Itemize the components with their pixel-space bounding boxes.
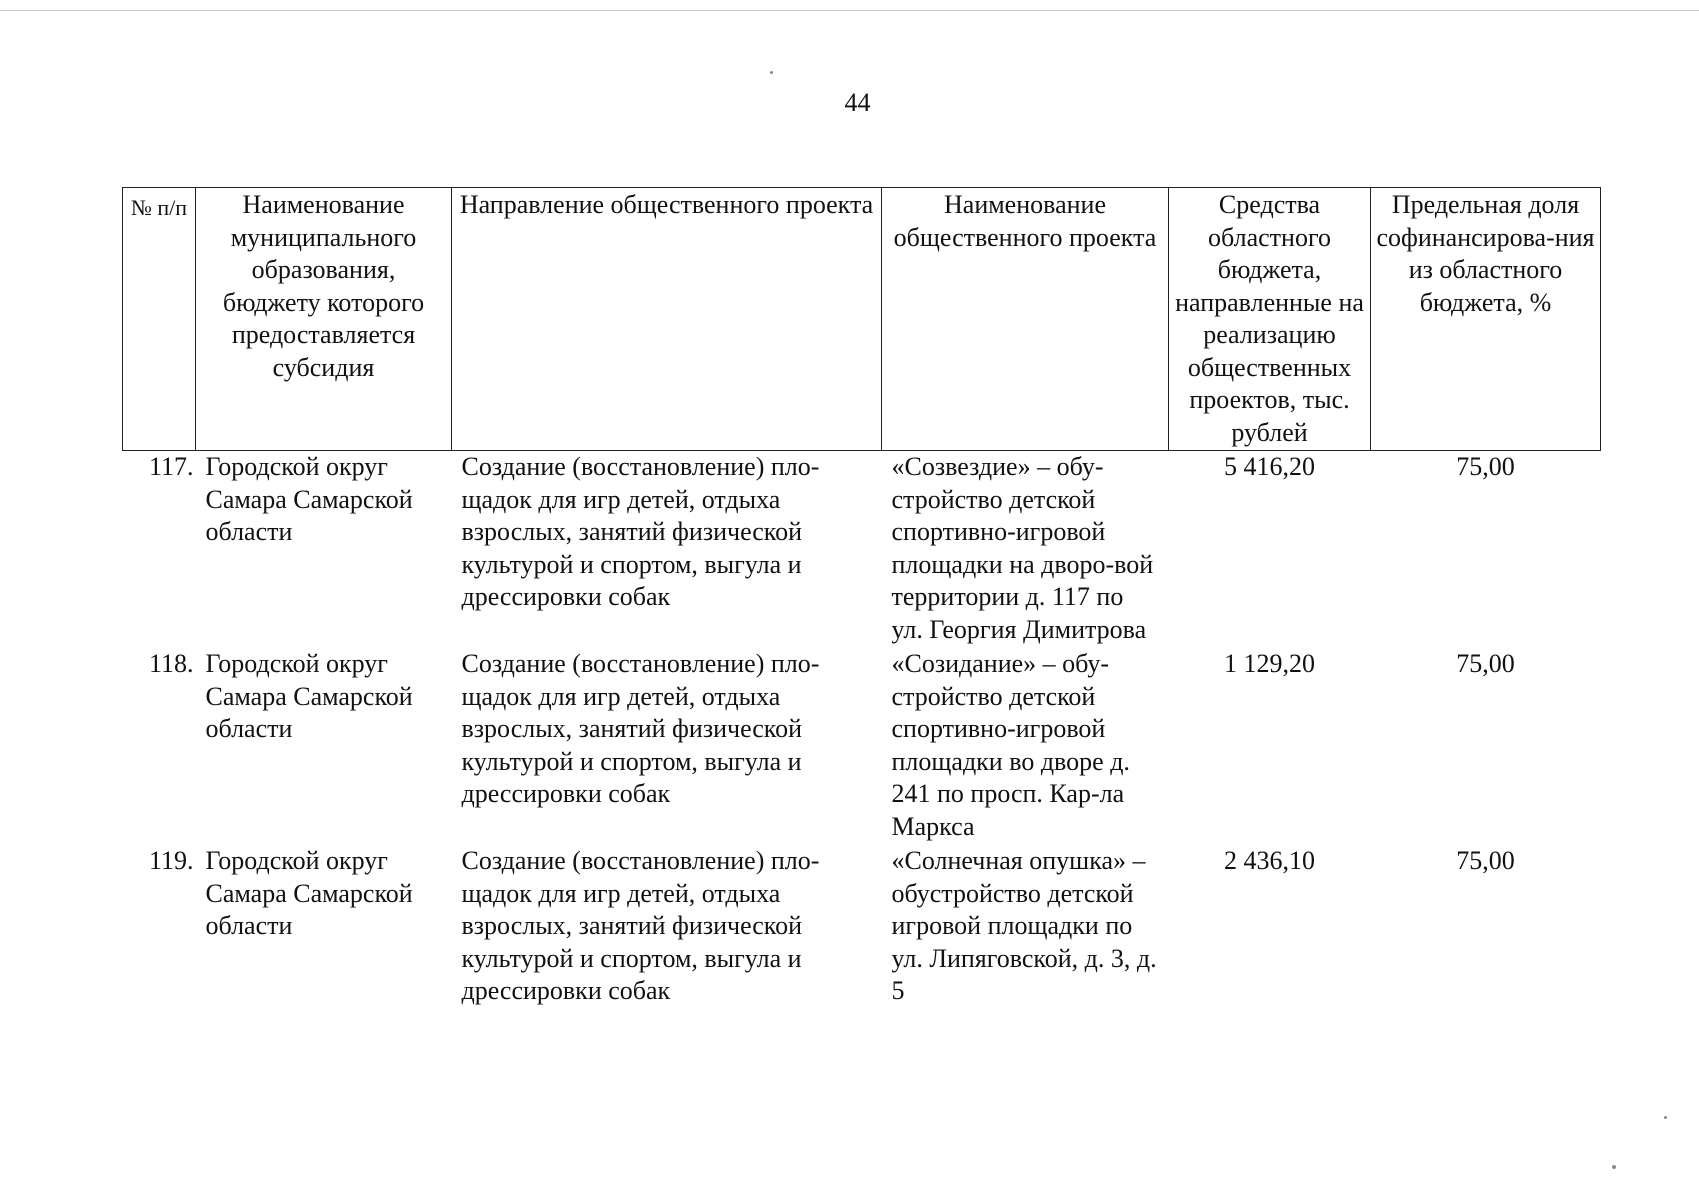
table-row [123,648,1601,845]
row-municipality: Городской округ Самара Самарской области [205,649,413,743]
row-number: 117. [148,452,194,481]
scan-speck [770,71,773,74]
header-direction: Направление общественного проекта [452,188,882,451]
scan-speck [1612,1165,1616,1169]
row-project: «Созвездие» – обу-стройство детской спортивно-игровой площадки на дворо-вой территории д. 117 по ул. Георгия Димитрова [891,452,1154,644]
row-project: «Созидание» – обу-стройство детской спортивно-игровой площадки во дворе д. 241 по просп. Кар-ла Маркса [891,649,1130,841]
header-amount: Средства областного бюджета, направленные на реализацию общественных проектов, тыс. рублей [1169,188,1371,451]
header-municipality: Наименование муниципального образования, бюджету которого предоставляется субсидия [196,188,452,451]
header-project: Наименование общественного проекта [882,188,1169,451]
row-amount: 2 436,10 [1224,846,1315,875]
page-number: 44 [844,88,871,117]
row-number: 118. [148,649,194,678]
table-row [123,845,1601,1010]
table-header [123,188,1601,451]
row-share: 75,00 [1456,846,1515,875]
scan-edge-line [0,10,1699,11]
scan-speck [1664,1116,1667,1119]
header-row [123,188,1601,451]
row-share: 75,00 [1456,452,1515,481]
row-direction: Создание (восстановление) пло-щадок для игр детей, отдыха взрослых, занятий физической культурой и спортом, выгула и дрессировки собак [461,846,820,1005]
table-row [123,451,1601,649]
row-amount: 1 129,20 [1224,649,1315,678]
row-share: 75,00 [1456,649,1515,678]
header-number: № п/п [123,188,196,451]
table-body [123,451,1601,1010]
row-municipality: Городской округ Самара Самарской области [205,452,413,546]
row-municipality: Городской округ Самара Самарской области [205,846,413,940]
subsidy-table [122,187,1601,1010]
header-share: Предельная доля софинансирова-ния из областного бюджета, % [1371,188,1601,451]
row-amount: 5 416,20 [1224,452,1315,481]
row-direction: Создание (восстановление) пло-щадок для игр детей, отдыха взрослых, занятий физической культурой и спортом, выгула и дрессировки собак [461,649,820,808]
row-number: 119. [148,846,194,875]
row-project: «Солнечная опушка» – обустройство детской игровой площадки по ул. Липяговской, д. 3, д. 5 [891,846,1157,1005]
row-direction: Создание (восстановление) пло-щадок для игр детей, отдыха взрослых, занятий физической культурой и спортом, выгула и дрессировки собак [461,452,820,611]
